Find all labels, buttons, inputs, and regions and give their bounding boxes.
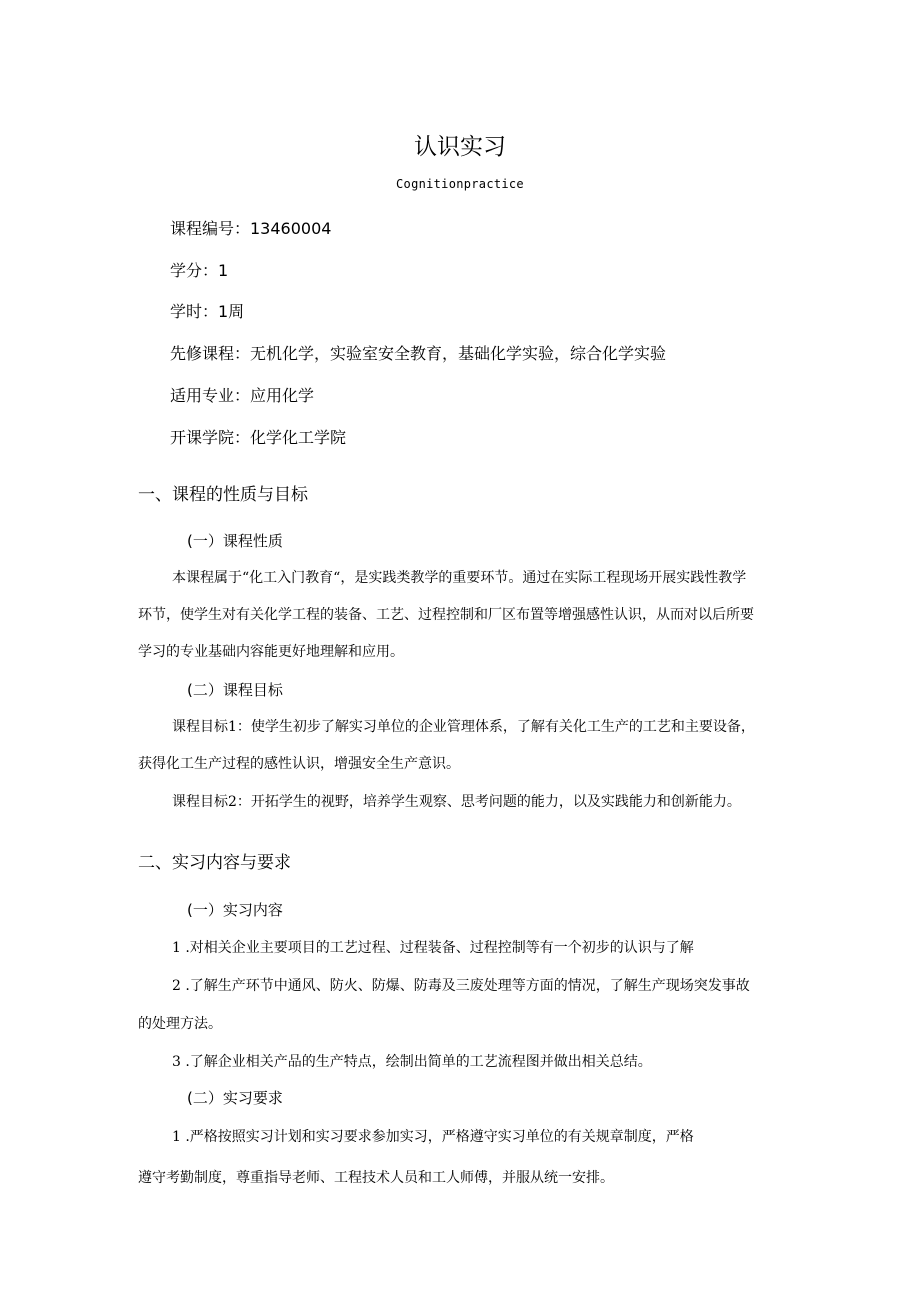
nature-line-1: 本课程属于“化工入门教育“，是实践类教学的重要环节。通过在实际工程现场开展实践性教学 [172, 570, 747, 586]
course-major: 适用专业：应用化学 [170, 386, 315, 405]
nature-line-2: 环节，使学生对有关化学工程的装备、工艺、过程控制和厂区布置等增强感性认识，从而对以后所要 [138, 607, 754, 623]
course-hours: 学时：1周 [170, 302, 245, 321]
course-prerequisites: 先修课程：无机化学，实验室安全教育，基础化学实验，综合化学实验 [170, 344, 667, 363]
goal1-line-1: 课程目标1：使学生初步了解实习单位的企业管理体系，了解有关化工生产的工艺和主要设备， [172, 719, 755, 735]
section-heading-1: 一、课程的性质与目标 [138, 485, 308, 505]
content-item-3: 3 .了解企业相关产品的生产特点，绘制出简单的工艺流程图并做出相关总结。 [172, 1054, 652, 1070]
course-code: 课程编号：13460004 [170, 219, 332, 238]
goal2-line: 课程目标2：开拓学生的视野，培养学生观察、思考问题的能力，以及实践能力和创新能力。 [172, 794, 741, 810]
course-college: 开课学院：化学化工学院 [170, 428, 347, 447]
requirement-1-line-1: 1 .严格按照实习计划和实习要求参加实习，严格遵守实习单位的有关规章制度，严格 [172, 1129, 694, 1145]
subheading-goals: (二）课程目标 [187, 681, 283, 699]
subheading-content: (一）实习内容 [187, 901, 283, 919]
requirement-1-line-2: 遵守考勤制度，尊重指导老师、工程技术人员和工人师傅，并服从统一安排。 [138, 1170, 614, 1186]
subheading-requirements: (二）实习要求 [187, 1089, 283, 1107]
course-credit: 学分：1 [170, 261, 229, 280]
content-item-1: 1 .对相关企业主要项目的工艺过程、过程装备、过程控制等有一个初步的认识与了解 [172, 940, 694, 956]
content-item-2-line-1: 2 .了解生产环节中通风、防火、防爆、防毒及三废处理等方面的情况，了解生产现场突发事故 [172, 978, 750, 994]
section-heading-2: 二、实习内容与要求 [138, 853, 291, 873]
content-item-2-line-2: 的处理方法。 [138, 1016, 222, 1032]
subheading-nature: (一）课程性质 [187, 532, 283, 550]
goal1-line-2: 获得化工生产过程的感性认识，增强安全生产意识。 [138, 756, 460, 772]
document-subtitle: Cognitionpractice [396, 177, 524, 191]
nature-line-3: 学习的专业基础内容能更好地理解和应用。 [138, 644, 404, 660]
document-title: 认识实习 [414, 134, 506, 160]
